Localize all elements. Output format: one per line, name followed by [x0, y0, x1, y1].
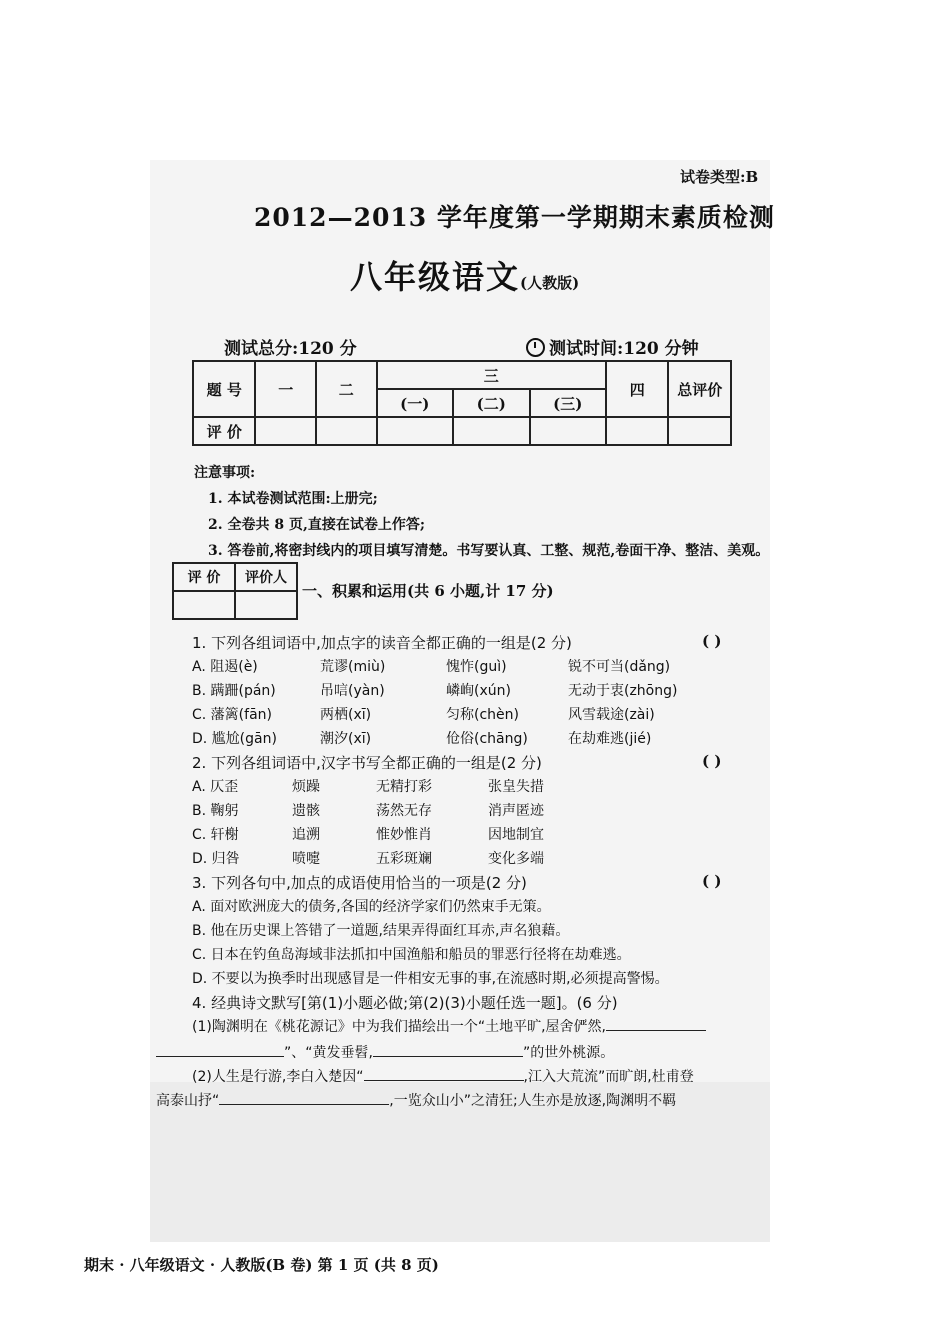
page-footer: 期末 · 八年级语文 · 人教版(B 卷) 第 1 页 (共 8 页): [84, 1256, 439, 1274]
option-text: 消声匿迹: [488, 803, 544, 819]
option-text: B. 鞠躬: [192, 803, 239, 819]
paper-type: 试卷类型:B: [680, 168, 759, 186]
option-text: B. 蹒跚(pán): [192, 683, 276, 699]
score-table-eval-label: 评 价: [193, 417, 255, 445]
option-text: 追溯: [292, 827, 320, 843]
question-2-stem: 2. 下列各组词语中,汉字书写全都正确的一组是(2 分): [192, 754, 542, 772]
option-text: 因地制宜: [488, 827, 544, 843]
option-text: 愧怍(guì): [446, 659, 507, 675]
score-col-1: 一: [255, 361, 316, 417]
score-col-total: 总评价: [668, 361, 731, 417]
question-4-line: [156, 1042, 614, 1062]
subject-title: 八年级语文: [350, 258, 521, 296]
option-text: D. 尴尬(gān): [192, 731, 277, 747]
question-4-text: (2)人生是行游,李白入楚因“: [192, 1069, 364, 1085]
fill-blank[interactable]: [606, 1016, 706, 1031]
option-text: 无精打彩: [376, 779, 432, 795]
question-4-text: (1)陶渊明在《桃花源记》中为我们描绘出一个“土地平旷,屋舍俨然,: [192, 1019, 606, 1035]
score-cell[interactable]: [453, 417, 529, 445]
option-text: A. 面对欧洲庞大的债务,各国的经济学家们仍然束手无策。: [192, 899, 551, 915]
grader-cell[interactable]: [235, 591, 297, 619]
question-4-text: ,江入大荒流”而旷朗,杜甫登: [523, 1069, 694, 1085]
score-col-3-2: (二): [453, 389, 529, 417]
score-cell[interactable]: [606, 417, 668, 445]
option-text: D. 归咎: [192, 851, 240, 867]
option-text: C. 藩篱(fān): [192, 707, 272, 723]
question-4-text: ”、“黄发垂髫,: [284, 1045, 373, 1061]
option-text: 在劫难逃(jié): [568, 731, 652, 747]
question-4-line: [192, 1016, 706, 1036]
note-item: 3. 答卷前,将密封线内的项目填写清楚。书写要认真、工整、规范,卷面干净、整洁、美观。: [208, 543, 770, 559]
clock-icon: [526, 338, 545, 357]
option-text: 伧俗(chāng): [446, 731, 528, 747]
option-text: 五彩斑斓: [376, 851, 432, 867]
option-text: A. 阻遏(è): [192, 659, 258, 675]
grade-label: 评 价: [173, 563, 235, 591]
option-text: 潮汐(xī): [320, 731, 372, 747]
question-4-text: ”的世外桃源。: [522, 1045, 615, 1061]
notes-heading: 注意事项:: [194, 465, 256, 481]
answer-blank[interactable]: ( ): [702, 752, 722, 770]
option-text: 张皇失措: [488, 779, 544, 795]
subtitle: [350, 252, 579, 298]
option-text: 喷嚏: [292, 851, 320, 867]
option-text: 两栖(xī): [320, 707, 372, 723]
option-text: 匀称(chèn): [446, 707, 519, 723]
note-item: 1. 本试卷测试范围:上册完;: [208, 491, 378, 507]
option-text: B. 他在历史课上答错了一道题,结果弄得面红耳赤,声名狼藉。: [192, 923, 570, 939]
note-item: 2. 全卷共 8 页,直接在试卷上作答;: [208, 517, 426, 533]
grader-label: 评价人: [235, 563, 297, 591]
question-1-stem: 1. 下列各组词语中,加点字的读音全都正确的一组是(2 分): [192, 634, 572, 652]
score-cell[interactable]: [255, 417, 316, 445]
score-cell[interactable]: [668, 417, 731, 445]
option-text: C. 轩榭: [192, 827, 239, 843]
fill-blank[interactable]: [373, 1042, 523, 1057]
score-cell[interactable]: [316, 417, 377, 445]
question-4-text: 高泰山抒“: [156, 1093, 220, 1109]
answer-blank[interactable]: ( ): [702, 632, 722, 650]
grade-box: [172, 562, 298, 620]
fill-blank[interactable]: [156, 1042, 284, 1057]
option-text: D. 不要以为换季时出现感冒是一件相安无事的事,在流感时期,必须提高警惕。: [192, 971, 669, 987]
fill-blank[interactable]: [364, 1066, 524, 1081]
score-cell[interactable]: [530, 417, 606, 445]
subject-version: (人教版): [520, 274, 580, 292]
score-table-row-label: 题 号: [193, 361, 255, 417]
fill-blank[interactable]: [219, 1090, 389, 1105]
test-time: [526, 334, 699, 359]
option-text: 遗骸: [292, 803, 320, 819]
score-col-3: 三: [377, 361, 606, 389]
question-4-text: ,一览众山小”之清狂;人生亦是放逐,陶渊明不羁: [389, 1093, 677, 1109]
option-text: 无动于衷(zhōng): [568, 683, 678, 699]
score-col-3-1: (一): [377, 389, 453, 417]
question-4-stem: 4. 经典诗文默写[第(1)小题必做;第(2)(3)小题任选一题]。(6 分): [192, 994, 618, 1012]
option-text: 锐不可当(dǎng): [568, 659, 671, 675]
option-text: C. 日本在钓鱼岛海域非法抓扣中国渔船和船员的罪恶行径将在劫难逃。: [192, 947, 631, 963]
notes: [194, 460, 769, 564]
question-4-line: [156, 1090, 676, 1110]
option-text: 荡然无存: [376, 803, 432, 819]
score-col-3-3: (三): [530, 389, 606, 417]
question-4-line: [192, 1066, 694, 1086]
option-text: 荒谬(miù): [320, 659, 386, 675]
exam-page: [150, 160, 775, 1150]
score-cell[interactable]: [377, 417, 453, 445]
option-text: 吊唁(yàn): [320, 683, 385, 699]
question-3-stem: 3. 下列各句中,加点的成语使用恰当的一项是(2 分): [192, 874, 527, 892]
section-title: 一、积累和运用(共 6 小题,计 17 分): [302, 582, 554, 600]
score-table: [192, 360, 732, 446]
option-text: 嶙峋(xún): [446, 683, 511, 699]
score-col-2: 二: [316, 361, 377, 417]
option-text: 变化多端: [488, 851, 544, 867]
answer-blank[interactable]: ( ): [702, 872, 722, 890]
test-time-text: 测试时间:120 分钟: [549, 339, 699, 359]
option-text: A. 仄歪: [192, 779, 239, 795]
option-text: 风雪载途(zài): [568, 707, 655, 723]
grade-cell[interactable]: [173, 591, 235, 619]
total-score: 测试总分:120 分: [224, 339, 357, 359]
option-text: 惟妙惟肖: [376, 827, 432, 843]
option-text: 烦躁: [292, 779, 320, 795]
exam-title: 2012—2013 学年度第一学期期末素质检测: [254, 203, 775, 232]
score-col-4: 四: [606, 361, 668, 417]
